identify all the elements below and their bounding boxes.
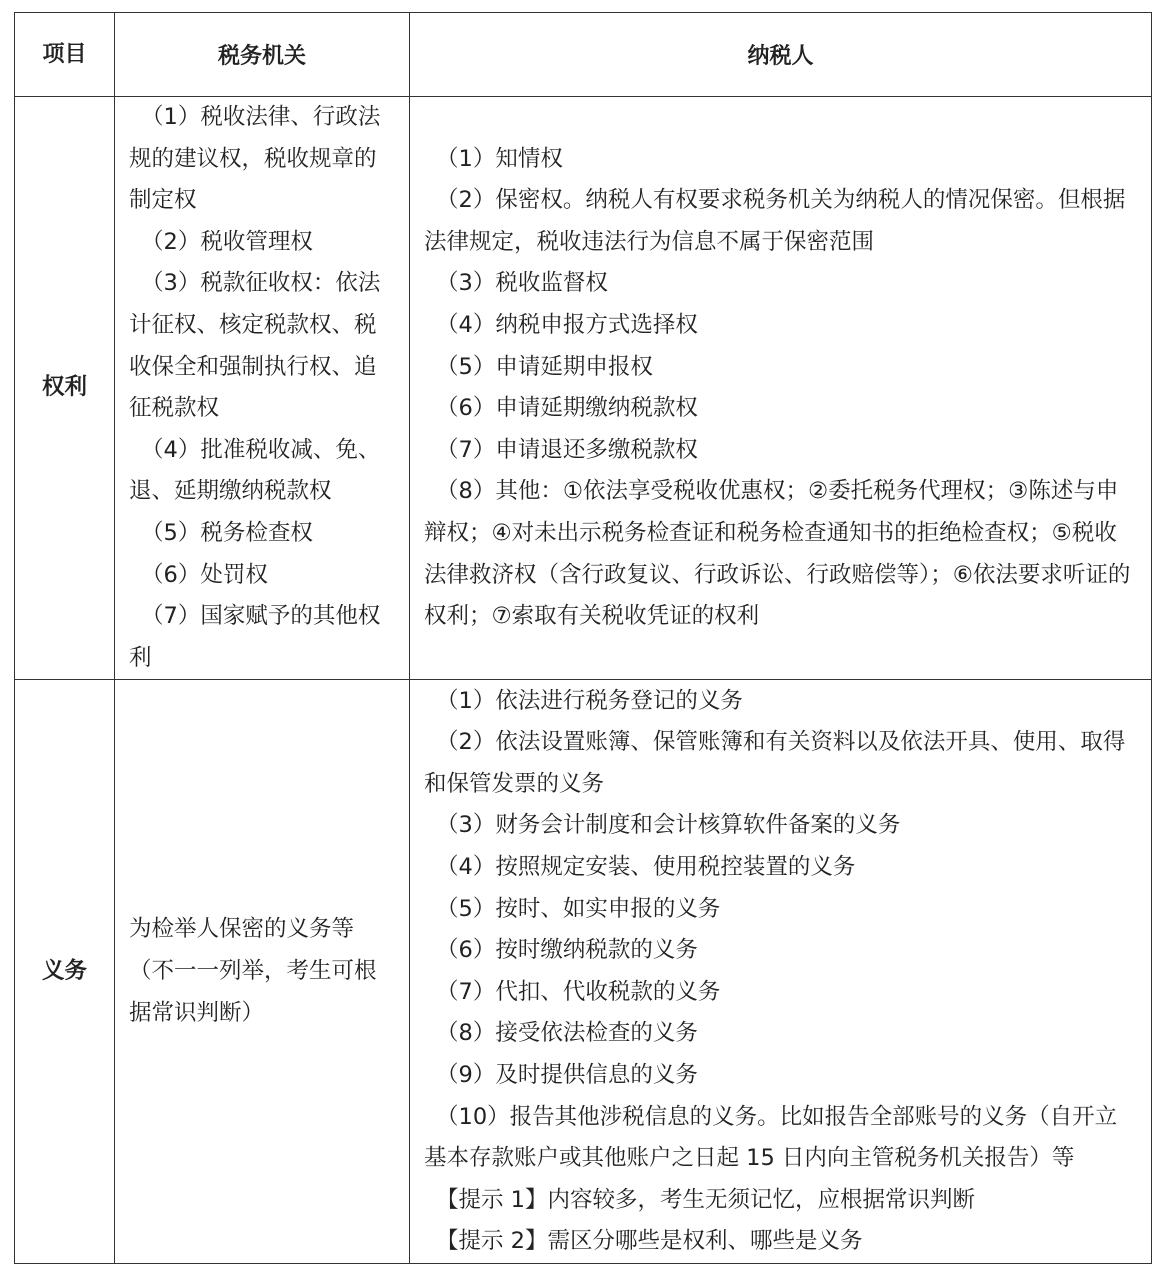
list-item: （8）接受依法检查的义务 (436, 1020, 698, 1047)
list-item: （3）税款征收权：依法计征权、核定税款权、税收保全和强制执行权、追征税款权 (129, 270, 381, 422)
tax-authority-rights (115, 97, 410, 680)
list-item: （8）其他：①依法享受税收优惠权；②委托税务代理权；③陈述与申辩权；④对未出示税务检查证和税务检查通知书的拒绝检查权；⑤税收法律救济权（含行政复议、行政诉讼、行政赔偿等）；⑥依法要求听证的权利；⑦索取有关税收凭证的权利 (424, 478, 1131, 630)
list-item: （7）申请退还多缴税款权 (436, 436, 698, 463)
rights-row (15, 97, 1152, 680)
list-item: 【提示 2】需区分哪些是权利、哪些是义务 (436, 1228, 863, 1255)
list-item: （2）依法设置账簿、保管账簿和有关资料以及依法开具、使用、取得和保管发票的义务 (424, 729, 1126, 797)
list-item: （5）税务检查权 (141, 519, 313, 546)
taxpayer-obligations (410, 680, 1152, 1264)
list-item: （3）财务会计制度和会计核算软件备案的义务 (436, 812, 901, 839)
list-item: （1）税收法律、行政法规的建议权，税收规章的制定权 (129, 104, 381, 214)
list-item: （6）按时缴纳税款的义务 (436, 937, 698, 964)
list-item: （7）国家赋予的其他权利 (129, 603, 381, 671)
list-item: 【提示 1】内容较多，考生无须记忆，应根据常识判断 (436, 1186, 975, 1213)
list-item: （2）保密权。纳税人有权要求税务机关为纳税人的情况保密。但根据法律规定，税收违法行为信息不属于保密范围 (424, 187, 1126, 255)
list-item: 为检举人保密的义务等（不一一列举，考生可根据常识判断） (129, 916, 377, 1026)
obligations-row (15, 680, 1152, 1264)
rights-obligations-table (14, 12, 1152, 1264)
list-item: （4）批准税收减、免、退、延期缴纳税款权 (129, 436, 381, 505)
list-item: （2）税收管理权 (141, 228, 313, 255)
header-taxpayer: 纳税人 (410, 13, 1152, 97)
list-item: （6）申请延期缴纳税款权 (436, 395, 698, 422)
row-label: 义务 (15, 680, 115, 1264)
list-item: （5）按时、如实申报的义务 (436, 895, 721, 922)
list-item: （6）处罚权 (141, 561, 268, 588)
list-item: （4）按照规定安装、使用税控装置的义务 (436, 854, 856, 881)
header-tax-authority: 税务机关 (115, 13, 410, 97)
header-row (15, 13, 1152, 97)
list-item: （5）申请延期申报权 (436, 353, 653, 380)
list-item: （7）代扣、代收税款的义务 (436, 978, 721, 1005)
header-item: 项目 (15, 13, 115, 97)
list-item: （3）税收监督权 (436, 270, 608, 297)
taxpayer-rights (410, 97, 1152, 680)
tax-authority-obligations (115, 680, 410, 1264)
row-label: 权利 (15, 97, 115, 680)
list-item: （9）及时提供信息的义务 (436, 1062, 698, 1088)
list-item: （10）报告其他涉税信息的义务。比如报告全部账号的义务（自开立基本存款账户或其他账户之日起 15 日内向主管税务机关报告）等 (424, 1103, 1118, 1172)
list-item: （4）纳税申报方式选择权 (436, 311, 698, 338)
list-item: （1）依法进行税务登记的义务 (436, 687, 743, 714)
list-item: （1）知情权 (436, 145, 563, 172)
